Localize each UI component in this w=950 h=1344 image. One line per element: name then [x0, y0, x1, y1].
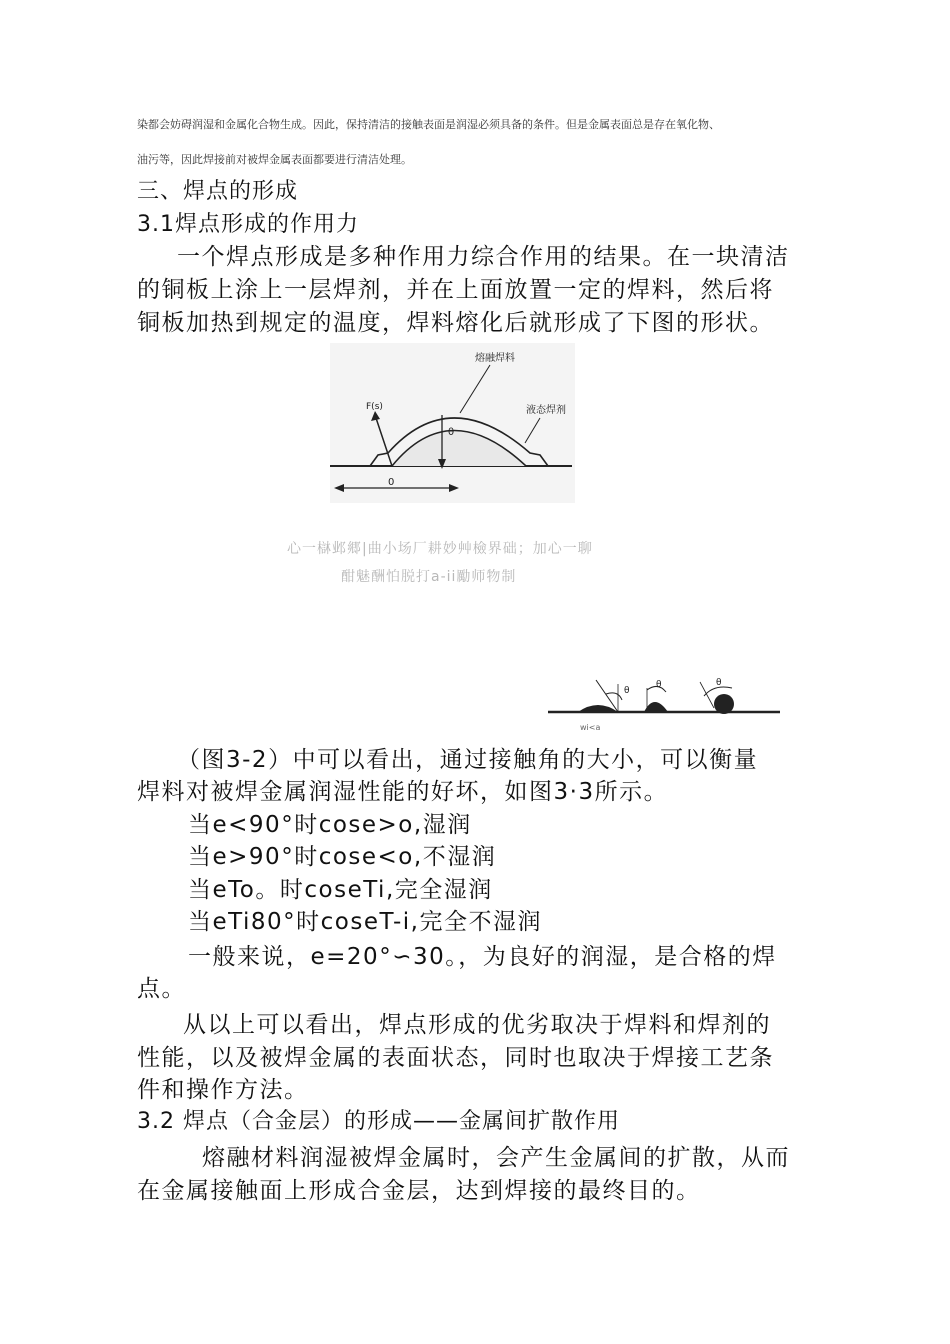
figure-caption: 心一㯎邺郷|曲小场厂耕妙艸檢界础；加心一聊: [287, 541, 593, 557]
paragraph-line: 铜板加热到规定的温度，焊料熔化后就形成了下图的形状。: [137, 310, 774, 336]
text-line: 油污等，因此焊接前对被焊金属表面都要进行清洁处理。: [137, 153, 412, 166]
paragraph-line: 从以上可以看出，焊点形成的优劣取决于焊料和焊剂的: [183, 1012, 771, 1038]
paragraph-line: 点。: [137, 976, 186, 1002]
paragraph-line: 性能，以及被焊金属的表面状态，同时也取决于焊接工艺条: [137, 1045, 774, 1071]
theta-label: θ: [656, 680, 662, 690]
theta-label: θ: [624, 686, 630, 696]
subsection-heading: 3.2 焊点（合金层）的形成——金属间扩散作用: [137, 1109, 620, 1134]
section-heading: 三、焊点的形成: [137, 179, 299, 204]
figure-caption: 酣魅酬怕脱打a-ii勵师物制: [341, 569, 517, 585]
paragraph-line: （图3-2）中可以看出，通过接触角的大小，可以衡量: [177, 747, 759, 773]
contact-angle-diagram: [548, 668, 783, 732]
theta-label: θ: [716, 678, 722, 688]
condition-line: 当e<90°时cose>o,湿润: [188, 812, 472, 838]
solder-joint-diagram: [330, 343, 575, 503]
paragraph-line: 件和操作方法。: [137, 1077, 309, 1103]
condition-line: 当eTo。时coseTi,完全湿润: [188, 877, 493, 903]
condition-line: 当eTi80°时coseT-i,完全不湿润: [188, 909, 542, 935]
text-line: 染都会妨碍润湿和金属化合物生成。因此，保持清洁的接触表面是润湿必须具备的条件。但是金属表面总是存在氧化物、: [137, 118, 720, 131]
paragraph-line: 熔融材料润湿被焊金属时，会产生金属间的扩散，从而: [202, 1145, 790, 1171]
paragraph-line: 在金属接触面上形成合金层，达到焊接的最终目的。: [137, 1178, 701, 1204]
paragraph-line: 一个焊点形成是多种作用力综合作用的结果。在一块清洁: [177, 244, 790, 270]
label-force: F(s): [366, 402, 383, 412]
condition-line: 当e>90°时cose<o,不湿润: [188, 844, 497, 870]
label-liquid-flux: 液态焊剂: [526, 405, 566, 416]
label-base: 0: [388, 477, 395, 488]
paragraph-line: 焊料对被焊金属润湿性能的好坏，如图3·3所示。: [137, 779, 669, 805]
label-molten-solder: 熔融焊料: [475, 353, 515, 364]
paragraph-line: 一般来说，e=20°∽30。，为良好的润湿，是合格的焊: [188, 944, 777, 970]
label-theta: θ: [448, 427, 455, 438]
subsection-heading: 3.1焊点形成的作用力: [137, 212, 359, 237]
figure-sublabel: wi<a: [580, 723, 601, 732]
paragraph-line: 的铜板上涂上一层焊剂，并在上面放置一定的焊料，然后将: [137, 277, 774, 303]
